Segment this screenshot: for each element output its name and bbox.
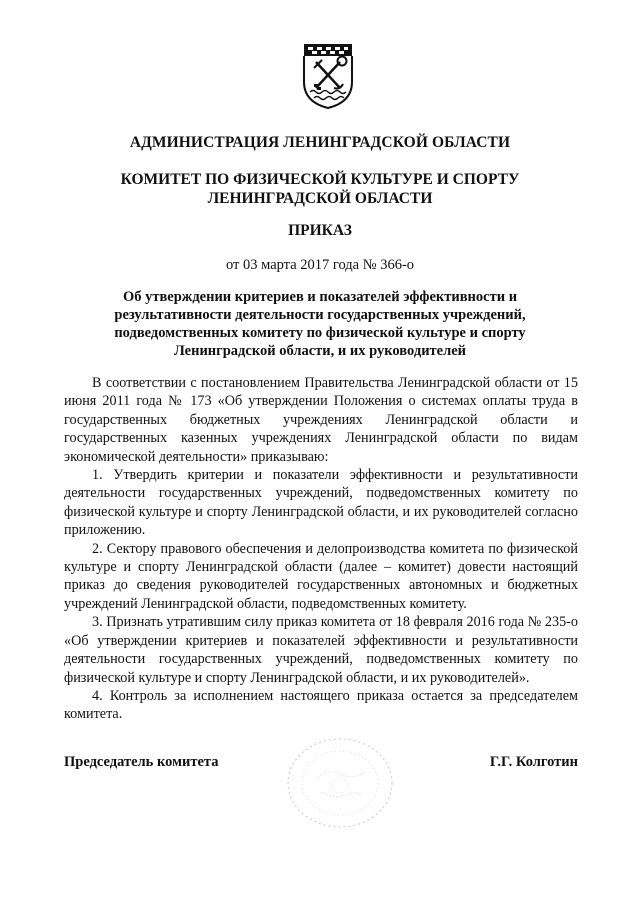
committee-title-line2: ЛЕНИНГРАДСКОЙ ОБЛАСТИ <box>207 190 433 207</box>
coat-of-arms-icon <box>300 40 356 110</box>
document-date-number: от 03 марта 2017 года № 366-о <box>225 257 415 273</box>
item-3-paragraph: 3. Признать утратившим силу приказ комитета от 18 февраля 2016 года № 235-о «Об утверждении критериев и показателей эффективности и результативности деятельности государственных учреждений, подведомственных комитету по физической культуре и спорту Ленинградской области, и их руководителей». <box>64 614 578 686</box>
committee-title <box>40 170 600 208</box>
seal-stamp-icon <box>270 728 410 838</box>
preamble-paragraph: В соответствии с постановлением Правительства Ленинградской области от 15 июня 2011 года № 173 «Об утверждении Положения о системах оплаты труда в государственных бюджетных учреждениях Ленинградской области и государственных казенных учреждениях Ленинградской области по видам экономической деятельности» приказываю: <box>64 375 578 465</box>
item-2-paragraph: 2. Сектору правового обеспечения и делопроизводства комитета по физической культуре и спорту Ленинградской области (далее – комитет) довести настоящий приказ до сведения руководителей государственных автономных и бюджетных учреждений Ленинградской области, подведомственных комитету. <box>64 540 578 612</box>
subject-line1: Об утверждении критериев и показателей эффективности и <box>122 289 518 305</box>
item-4-paragraph: 4. Контроль за исполнением настоящего приказа остается за председателем комитета. <box>64 687 578 723</box>
signatory-name: Г.Г. Колготин <box>489 754 578 770</box>
signatory-title: Председатель комитета <box>64 754 219 770</box>
subject-line3: подведомственных комитету по физической культуре и спорту <box>114 325 526 341</box>
committee-title-line1: КОМИТЕТ ПО ФИЗИЧЕСКОЙ КУЛЬТУРЕ И СПОРТУ <box>120 171 520 188</box>
document-body <box>64 374 578 724</box>
subject-line4: Ленинградской области, и их руководителей <box>173 343 467 359</box>
document-subject <box>110 288 530 360</box>
document-type: ПРИКАЗ <box>288 222 352 239</box>
administration-title: АДМИНИСТРАЦИЯ ЛЕНИНГРАДСКОЙ ОБЛАСТИ <box>129 134 511 151</box>
item-1-paragraph: 1. Утвердить критерии и показатели эффективности и результативности деятельности государственных учреждений, подведомственных комитету по физической культуре и спорту Ленинградской области, и их руководителей согласно приложению. <box>64 467 578 539</box>
subject-line2: результативности деятельности государственных учреждений, <box>114 307 526 323</box>
